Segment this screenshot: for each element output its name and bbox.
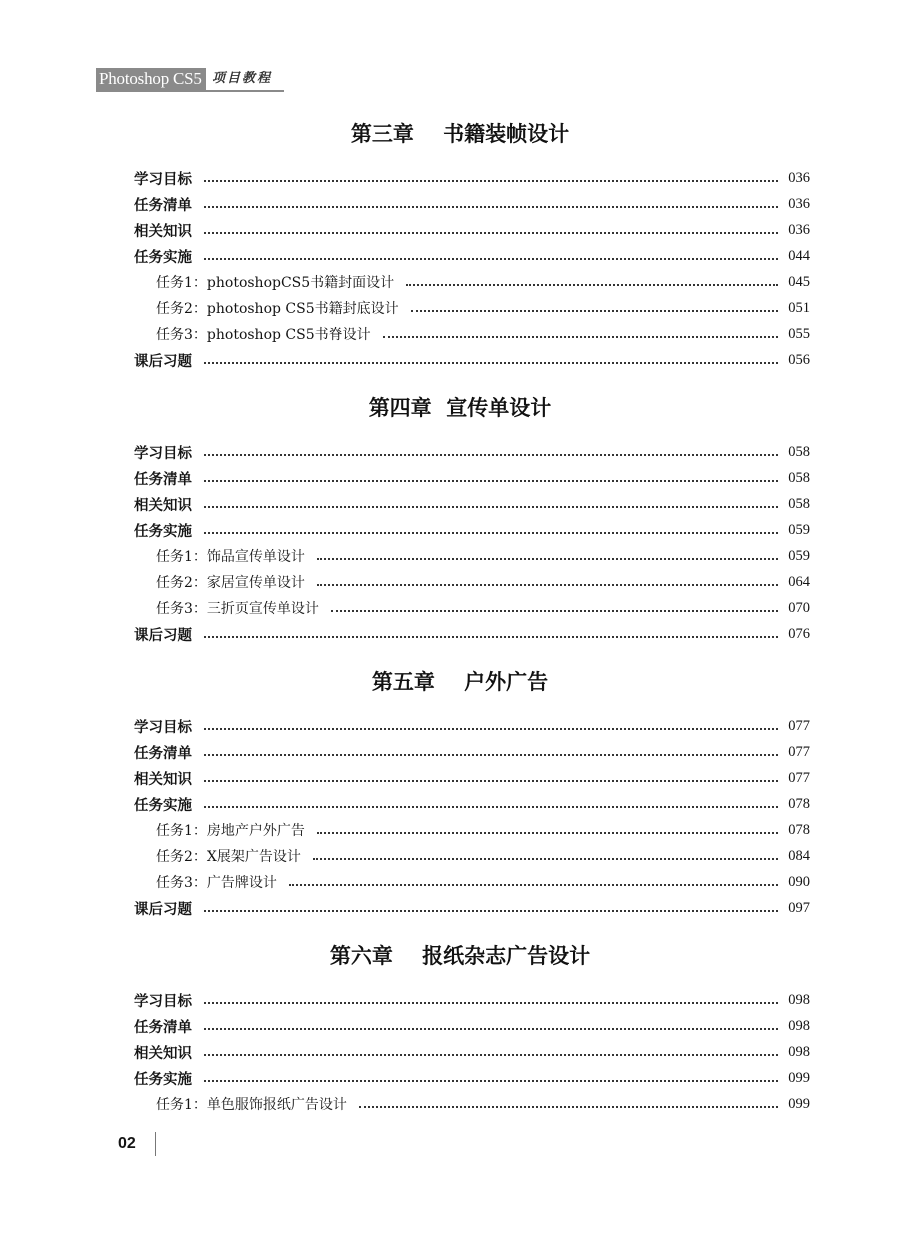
entry-page: 078 (788, 821, 810, 838)
toc-entry[interactable] (134, 794, 810, 814)
entry-label: 任务实施 (134, 1071, 192, 1088)
dot-leader (317, 832, 778, 834)
entry-label: 任务3：photoshop CS5书脊设计 (156, 327, 371, 343)
entry-label: 任务1：photoshopCS5书籍封面设计 (156, 275, 395, 291)
toc-subentry[interactable] (134, 324, 810, 344)
entry-label: 学习目标 (134, 719, 192, 736)
dot-leader (331, 610, 778, 612)
entry-page: 058 (788, 495, 810, 512)
entry-page: 044 (788, 247, 810, 264)
entry-page: 078 (788, 795, 810, 812)
dot-leader (204, 1028, 778, 1030)
toc-subentry[interactable] (134, 820, 810, 840)
dot-leader (204, 480, 778, 482)
toc-entry[interactable] (134, 168, 810, 188)
chapter-title: 第五章 户外广告 (371, 670, 549, 694)
entry-page: 056 (788, 351, 810, 368)
dot-leader (406, 284, 778, 286)
entry-label: 任务清单 (134, 471, 192, 488)
dot-leader (204, 1002, 778, 1004)
toc-entry[interactable] (134, 246, 810, 266)
page-number: 02 (118, 1135, 136, 1152)
dot-leader (204, 780, 778, 782)
entry-label: 学习目标 (134, 993, 192, 1010)
entry-label: 任务2：photoshop CS5书籍封底设计 (156, 301, 399, 317)
entry-page: 077 (788, 717, 810, 734)
entry-page: 097 (788, 899, 810, 916)
entry-label: 任务2：X展架广告设计 (156, 849, 301, 865)
entry-page: 059 (788, 521, 810, 538)
toc-entry[interactable] (134, 520, 810, 540)
entry-label: 课后习题 (134, 353, 192, 370)
toc-entry[interactable] (134, 768, 810, 788)
entry-page: 084 (788, 847, 810, 864)
toc-subentry[interactable] (134, 272, 810, 292)
toc-entry[interactable] (134, 1068, 810, 1088)
entry-page: 090 (788, 873, 810, 890)
toc-entry[interactable] (134, 990, 810, 1010)
entry-page: 064 (788, 573, 810, 590)
dot-leader (204, 1054, 778, 1056)
toc-entry[interactable] (134, 220, 810, 240)
dot-leader (204, 232, 778, 234)
entry-label: 课后习题 (134, 627, 192, 644)
toc-entry[interactable] (134, 624, 810, 644)
dot-leader (204, 532, 778, 534)
dot-leader (204, 754, 778, 756)
dot-leader (383, 336, 778, 338)
dot-leader (204, 910, 778, 912)
entry-page: 045 (788, 273, 810, 290)
entry-page: 098 (788, 1017, 810, 1034)
entry-page: 099 (788, 1095, 810, 1112)
entry-label: 任务3：广告牌设计 (156, 875, 277, 891)
dot-leader (204, 728, 778, 730)
dot-leader (204, 506, 778, 508)
entry-page: 036 (788, 169, 810, 186)
dot-leader (313, 858, 778, 860)
entry-page: 076 (788, 625, 810, 642)
entry-label: 学习目标 (134, 171, 192, 188)
toc-subentry[interactable] (134, 598, 810, 618)
dot-leader (204, 362, 778, 364)
entry-label: 任务实施 (134, 249, 192, 266)
entry-page: 098 (788, 991, 810, 1008)
toc-entry[interactable] (134, 898, 810, 918)
entry-label: 任务实施 (134, 797, 192, 814)
dot-leader (204, 1080, 778, 1082)
dot-leader (204, 806, 778, 808)
entry-label: 任务3：三折页宣传单设计 (156, 601, 319, 617)
toc-subentry[interactable] (134, 546, 810, 566)
entry-page: 036 (788, 221, 810, 238)
toc-entry[interactable] (134, 1042, 810, 1062)
toc-entry[interactable] (134, 442, 810, 462)
dot-leader (204, 454, 778, 456)
entry-page: 036 (788, 195, 810, 212)
book-title: Photoshop CS5 (96, 68, 206, 90)
book-subtitle: 项目教程 (212, 71, 273, 86)
entry-label: 相关知识 (134, 497, 192, 514)
dot-leader (204, 636, 778, 638)
dot-leader (317, 584, 778, 586)
entry-label: 任务1：单色服饰报纸广告设计 (156, 1097, 347, 1113)
chapter-title: 第三章 书籍装帧设计 (350, 122, 570, 146)
entry-page: 058 (788, 469, 810, 486)
footer-divider (155, 1132, 156, 1156)
entry-page: 055 (788, 325, 810, 342)
toc-entry[interactable] (134, 350, 810, 370)
entry-label: 任务2：家居宣传单设计 (156, 575, 305, 591)
toc-entry[interactable] (134, 194, 810, 214)
dot-leader (359, 1106, 778, 1108)
toc-subentry[interactable] (134, 872, 810, 892)
entry-label: 相关知识 (134, 1045, 192, 1062)
dot-leader (204, 180, 778, 182)
dot-leader (317, 558, 778, 560)
toc-subentry[interactable] (134, 298, 810, 318)
dot-leader (204, 206, 778, 208)
chapter-title: 第四章 宣传单设计 (368, 396, 552, 420)
toc-entry[interactable] (134, 742, 810, 762)
entry-page: 070 (788, 599, 810, 616)
entry-label: 任务清单 (134, 745, 192, 762)
toc-entry[interactable] (134, 1016, 810, 1036)
entry-page: 077 (788, 769, 810, 786)
entry-label: 学习目标 (134, 445, 192, 462)
entry-label: 任务清单 (134, 197, 192, 214)
dot-leader (204, 258, 778, 260)
entry-label: 相关知识 (134, 223, 192, 240)
entry-label: 任务1：房地产户外广告 (156, 823, 305, 839)
entry-label: 任务1：饰品宣传单设计 (156, 549, 305, 565)
entry-page: 099 (788, 1069, 810, 1086)
toc-subentry[interactable] (134, 572, 810, 592)
dot-leader (411, 310, 778, 312)
entry-label: 任务实施 (134, 523, 192, 540)
entry-label: 课后习题 (134, 901, 192, 918)
dot-leader (289, 884, 778, 886)
toc-entry[interactable] (134, 494, 810, 514)
toc-entry[interactable] (134, 468, 810, 488)
toc-entry[interactable] (134, 716, 810, 736)
entry-page: 058 (788, 443, 810, 460)
entry-page: 051 (788, 299, 810, 316)
running-header (96, 68, 284, 94)
entry-label: 任务清单 (134, 1019, 192, 1036)
entry-page: 077 (788, 743, 810, 760)
entry-label: 相关知识 (134, 771, 192, 788)
chapter-title: 第六章 报纸杂志广告设计 (329, 944, 591, 968)
entry-page: 098 (788, 1043, 810, 1060)
entry-page: 059 (788, 547, 810, 564)
toc-subentry[interactable] (134, 1094, 810, 1114)
header-rule (96, 90, 284, 92)
toc-subentry[interactable] (134, 846, 810, 866)
